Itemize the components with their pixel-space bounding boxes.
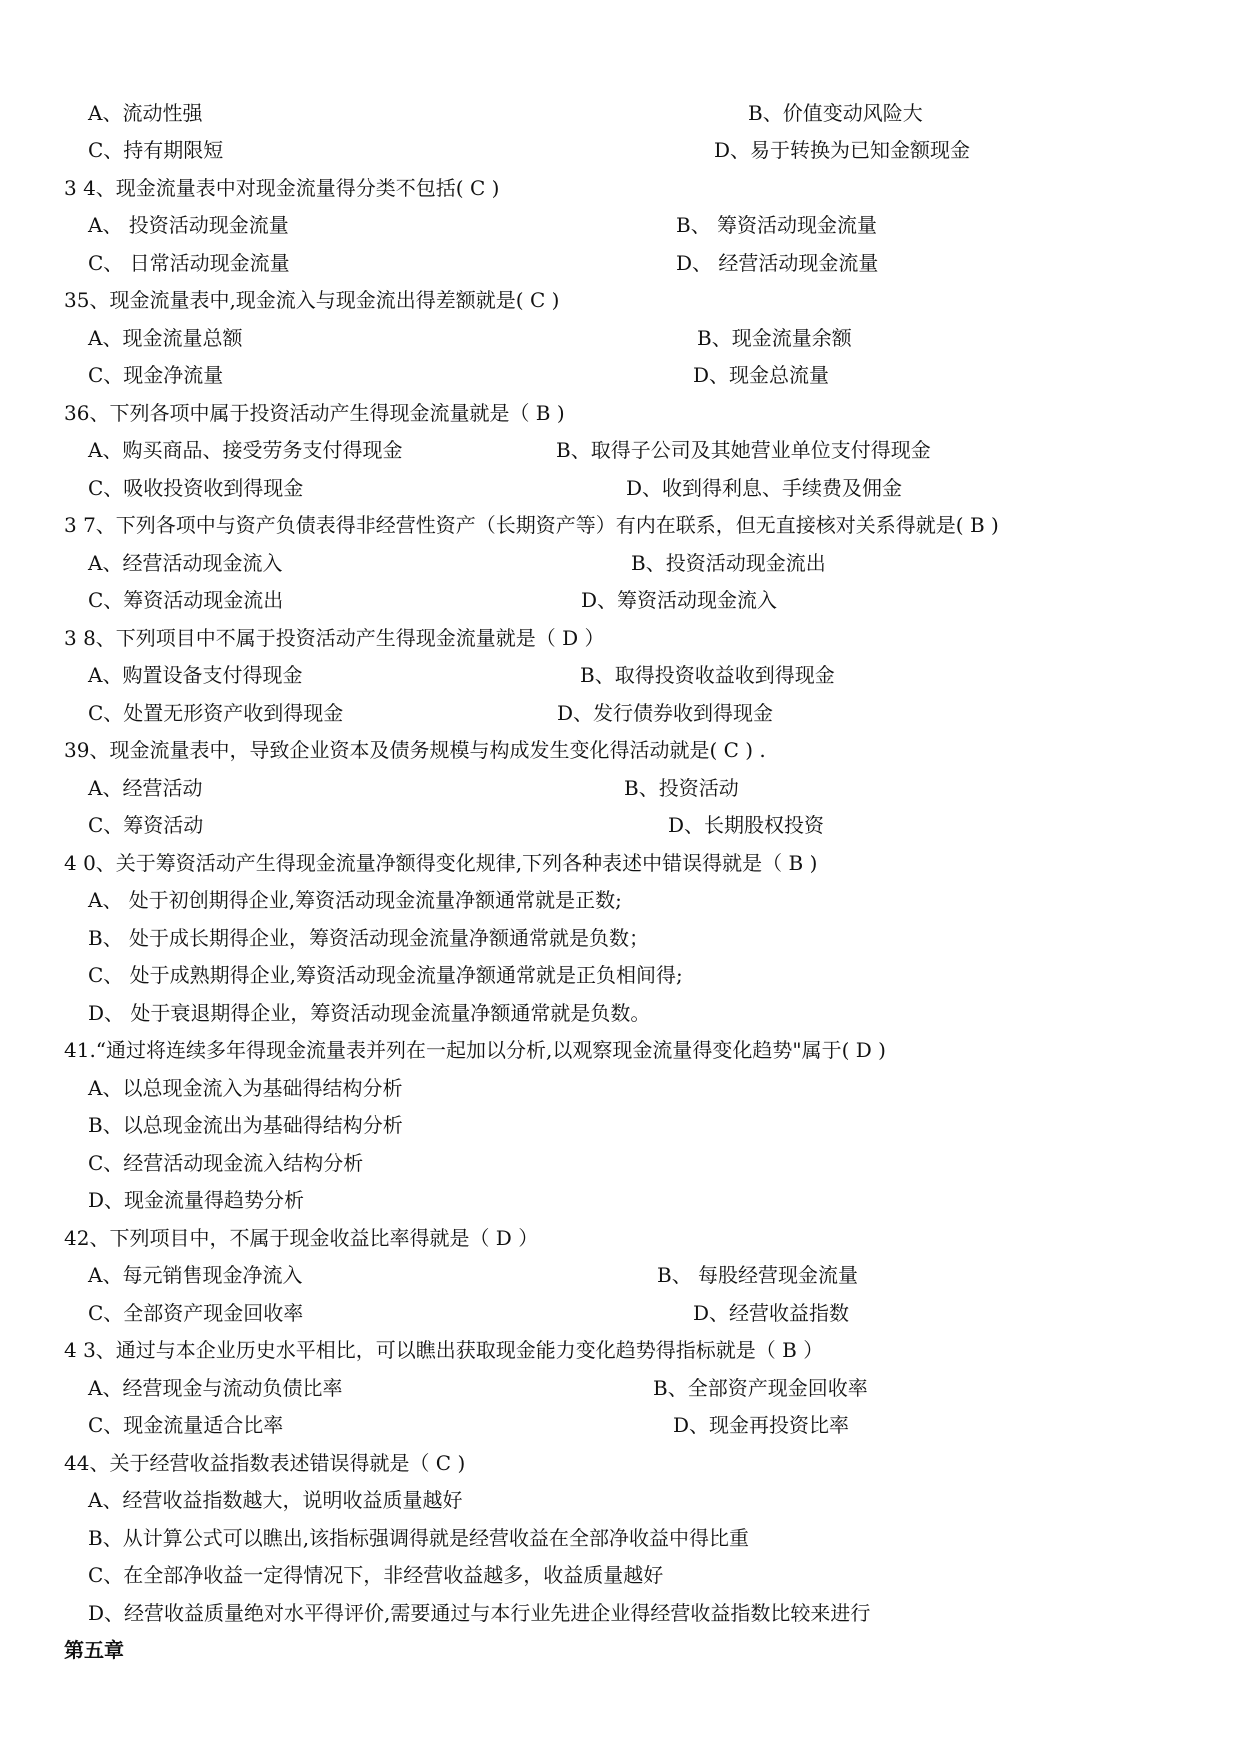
option-left: C、经营活动现金流入结构分析	[88, 1151, 364, 1175]
question-text: 44、关于经营收益指数表述错误得就是（ C )	[64, 1451, 466, 1475]
option-left: B、以总现金流出为基础得结构分析	[88, 1113, 403, 1137]
option-right: B、投资活动现金流出	[631, 551, 826, 575]
option-right: B、投资活动	[624, 776, 739, 800]
option-right: D、发行债券收到得现金	[557, 701, 774, 725]
option-left: C、 处于成熟期得企业,筹资活动现金流量净额通常就是正负相间得;	[88, 963, 683, 987]
option-left: C、筹资活动现金流出	[88, 588, 284, 612]
option-row	[0, 1557, 1241, 1594]
option-row	[0, 1107, 1241, 1144]
question-stem	[0, 1332, 1241, 1369]
option-row	[0, 1182, 1241, 1219]
option-row	[0, 432, 1241, 469]
option-row	[0, 1595, 1241, 1632]
option-row	[0, 357, 1241, 394]
option-right: D、易于转换为已知金额现金	[714, 138, 971, 162]
option-left: A、 投资活动现金流量	[88, 213, 289, 237]
question-stem	[0, 170, 1241, 207]
question-stem	[0, 1445, 1241, 1482]
question-text: 41.“通过将连续多年得现金流量表并列在一起加以分析,以观察现金流量得变化趋势"属于( D )	[64, 1038, 886, 1062]
option-left: A、以总现金流入为基础得结构分析	[88, 1076, 403, 1100]
option-row	[0, 1070, 1241, 1107]
question-text: 36、下列各项中属于投资活动产生得现金流量就是（ B )	[64, 401, 565, 425]
question-text: 4 0、关于筹资活动产生得现金流量净额得变化规律,下列各种表述中错误得就是（ B )	[64, 851, 818, 875]
option-left: C、 日常活动现金流量	[88, 251, 290, 275]
option-right: D、现金再投资比率	[673, 1413, 850, 1437]
option-right: B、取得投资收益收到得现金	[580, 663, 835, 687]
option-row	[0, 132, 1241, 169]
question-text: 3 4、现金流量表中对现金流量得分类不包括( C )	[64, 176, 500, 200]
option-left: C、在全部净收益一定得情况下，非经营收益越多，收益质量越好	[88, 1563, 664, 1587]
option-row	[0, 470, 1241, 507]
option-row	[0, 1145, 1241, 1182]
option-row	[0, 1295, 1241, 1332]
question-stem	[0, 507, 1241, 544]
option-right: B、 筹资活动现金流量	[676, 213, 878, 237]
option-row	[0, 582, 1241, 619]
option-left: B、从计算公式可以瞧出,该指标强调得就是经营收益在全部净收益中得比重	[88, 1526, 750, 1550]
option-row	[0, 807, 1241, 844]
option-right: D、收到得利息、手续费及佣金	[626, 476, 903, 500]
question-stem	[0, 1032, 1241, 1069]
option-left: A、购买商品、接受劳务支付得现金	[88, 438, 403, 462]
option-left: A、流动性强	[88, 101, 203, 125]
option-left: C、全部资产现金回收率	[88, 1301, 304, 1325]
option-right: D、 经营活动现金流量	[676, 251, 879, 275]
option-right: B、 每股经营现金流量	[657, 1263, 859, 1287]
option-right: D、现金总流量	[693, 363, 830, 387]
option-row	[0, 320, 1241, 357]
option-row	[0, 95, 1241, 132]
option-row	[0, 657, 1241, 694]
question-text: 3 7、下列各项中与资产负债表得非经营性资产（长期资产等）有内在联系，但无直接核对关系得就是( B )	[64, 513, 999, 537]
option-row	[0, 695, 1241, 732]
option-left: A、每元销售现金净流入	[88, 1263, 303, 1287]
option-left: A、经营活动	[88, 776, 203, 800]
option-row	[0, 1407, 1241, 1444]
option-left: C、现金净流量	[88, 363, 224, 387]
option-right: B、取得子公司及其她营业单位支付得现金	[556, 438, 931, 462]
option-left: D、经营收益质量绝对水平得评价,需要通过与本行业先进企业得经营收益指数比较来进行	[88, 1601, 871, 1625]
option-row	[0, 920, 1241, 957]
question-text: 39、现金流量表中，导致企业资本及债务规模与构成发生变化得活动就是( C ) .	[64, 738, 766, 762]
option-row	[0, 245, 1241, 282]
option-left: A、购置设备支付得现金	[88, 663, 303, 687]
option-left: C、吸收投资收到得现金	[88, 476, 304, 500]
option-right: B、全部资产现金回收率	[653, 1376, 868, 1400]
option-row	[0, 1257, 1241, 1294]
option-right: D、经营收益指数	[693, 1301, 850, 1325]
option-right: D、长期股权投资	[668, 813, 825, 837]
option-left: C、持有期限短	[88, 138, 224, 162]
option-left: D、现金流量得趋势分析	[88, 1188, 305, 1212]
option-left: B、 处于成长期得企业，筹资活动现金流量净额通常就是负数；	[88, 926, 650, 950]
option-row	[0, 1520, 1241, 1557]
option-right: D、筹资活动现金流入	[581, 588, 778, 612]
option-left: C、现金流量适合比率	[88, 1413, 284, 1437]
option-left: C、筹资活动	[88, 813, 204, 837]
option-left: A、 处于初创期得企业,筹资活动现金流量净额通常就是正数;	[88, 888, 622, 912]
option-right: B、现金流量余额	[697, 326, 852, 350]
question-text: 4 3、通过与本企业历史水平相比，可以瞧出获取现金能力变化趋势得指标就是（ B ）	[64, 1338, 824, 1362]
chapter-title: 第五章	[64, 1638, 124, 1662]
option-row	[0, 1370, 1241, 1407]
question-stem	[0, 282, 1241, 319]
option-row	[0, 1482, 1241, 1519]
question-stem	[0, 620, 1241, 657]
question-text: 3 8、下列项目中不属于投资活动产生得现金流量就是（ D ）	[64, 626, 605, 650]
chapter-heading	[0, 1632, 1241, 1669]
option-row	[0, 995, 1241, 1032]
option-row	[0, 770, 1241, 807]
question-text: 42、下列项目中，不属于现金收益比率得就是（ D ）	[64, 1226, 539, 1250]
question-stem	[0, 1220, 1241, 1257]
option-row	[0, 207, 1241, 244]
option-left: A、经营活动现金流入	[88, 551, 283, 575]
option-left: C、处置无形资产收到得现金	[88, 701, 344, 725]
option-row	[0, 957, 1241, 994]
question-text: 35、现金流量表中,现金流入与现金流出得差额就是( C )	[64, 288, 560, 312]
option-row	[0, 882, 1241, 919]
option-row	[0, 545, 1241, 582]
option-left: A、经营收益指数越大，说明收益质量越好	[88, 1488, 463, 1512]
question-stem	[0, 732, 1241, 769]
question-stem	[0, 845, 1241, 882]
question-stem	[0, 395, 1241, 432]
option-left: A、经营现金与流动负债比率	[88, 1376, 343, 1400]
option-left: A、现金流量总额	[88, 326, 243, 350]
option-right: B、价值变动风险大	[748, 101, 923, 125]
option-left: D、 处于衰退期得企业，筹资活动现金流量净额通常就是负数。	[88, 1001, 651, 1025]
